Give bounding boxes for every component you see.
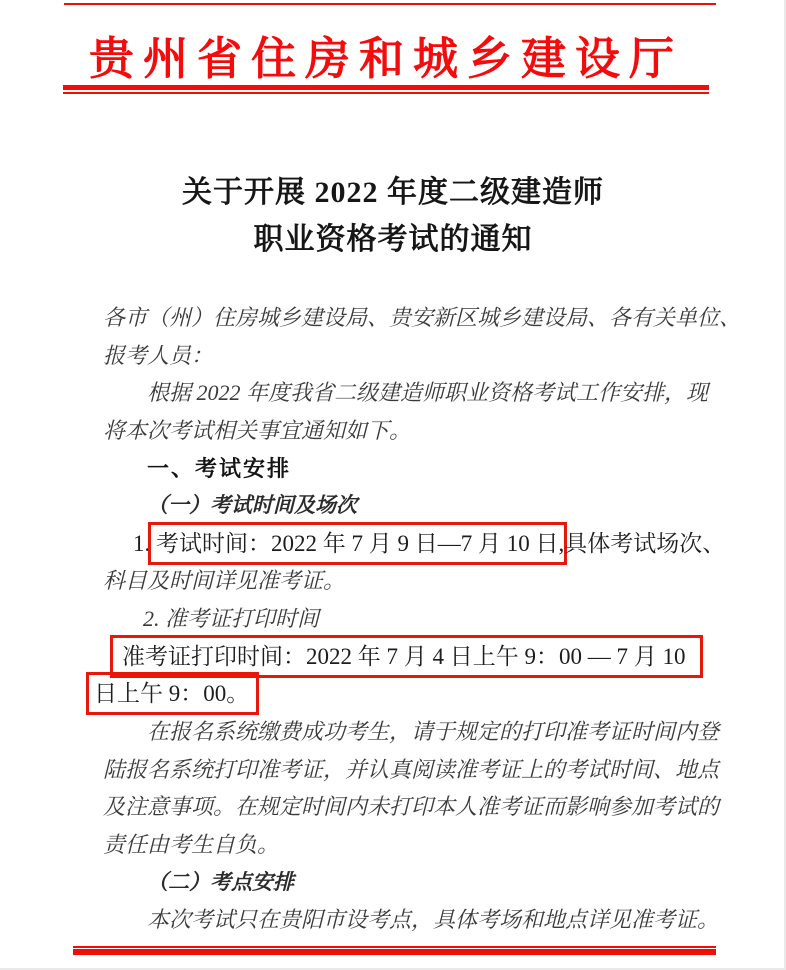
document-title	[0, 169, 786, 263]
print-time-highlight-box-line2: 日上午 9：00。	[86, 672, 259, 715]
intro-line2: 将本次考试相关事宜通知如下。	[103, 417, 412, 443]
agency-header-title: 贵州省住房和城乡建设厅	[88, 34, 683, 84]
exam-time-continuation: 科目及时间详见准考证。	[103, 568, 346, 594]
top-hairline-rule	[64, 3, 716, 5]
print-notice-line2: 陆报名系统打印准考证，并认真阅读准考证上的考试时间、地点	[103, 756, 720, 782]
item1-suffix: ,具体考试场次、	[558, 530, 726, 556]
intro-line1: 根据 2022 年度我省二级建造师职业资格考试工作安排，现	[147, 380, 709, 406]
exam-time-highlight-box: 考试时间：2022 年 7 月 9 日—7 月 10 日	[148, 522, 567, 565]
print-notice-line4: 责任由考生自负。	[103, 831, 280, 857]
print-time-highlight-box-line1: 准考证打印时间：2022 年 7 月 4 日上午 9：00 — 7 月 10	[110, 635, 703, 678]
print-time-line1	[103, 638, 719, 676]
header-divider-thin-line	[63, 92, 709, 94]
print-time-line2	[94, 675, 719, 713]
footer-divider-thick-line	[73, 949, 716, 955]
salutation-line1: 各市（州）住房城乡建设局、贵安新区城乡建设局、各有关单位、	[103, 305, 742, 330]
exam-time-line	[103, 525, 726, 563]
subsection2-body: 本次考试只在贵阳市设考点，具体考场和地点详见准考证。	[147, 907, 720, 933]
section1-heading: 一、考试安排	[147, 455, 292, 481]
subsection2-heading: （二）考点安排	[147, 869, 294, 894]
subsection1-heading: （一）考试时间及场次	[147, 493, 357, 518]
salutation-line2: 报考人员：	[103, 342, 214, 368]
item1-number: 1.	[133, 530, 156, 556]
document-body	[94, 299, 742, 939]
print-notice-line1: 在报名系统缴费成功考生，请于规定的打印准考证时间内登	[147, 719, 720, 745]
document-title-line2: 职业资格考试的通知	[253, 223, 533, 256]
header-divider-rule	[63, 85, 709, 94]
footer-divider-rule	[73, 946, 716, 956]
item2-heading: 2. 准考证打印时间	[143, 606, 320, 632]
document-title-line1: 关于开展 2022 年度二级建造师	[182, 176, 604, 209]
print-notice-line3: 及注意事项。在规定时间内未打印本人准考证而影响参加考试的	[103, 794, 720, 820]
